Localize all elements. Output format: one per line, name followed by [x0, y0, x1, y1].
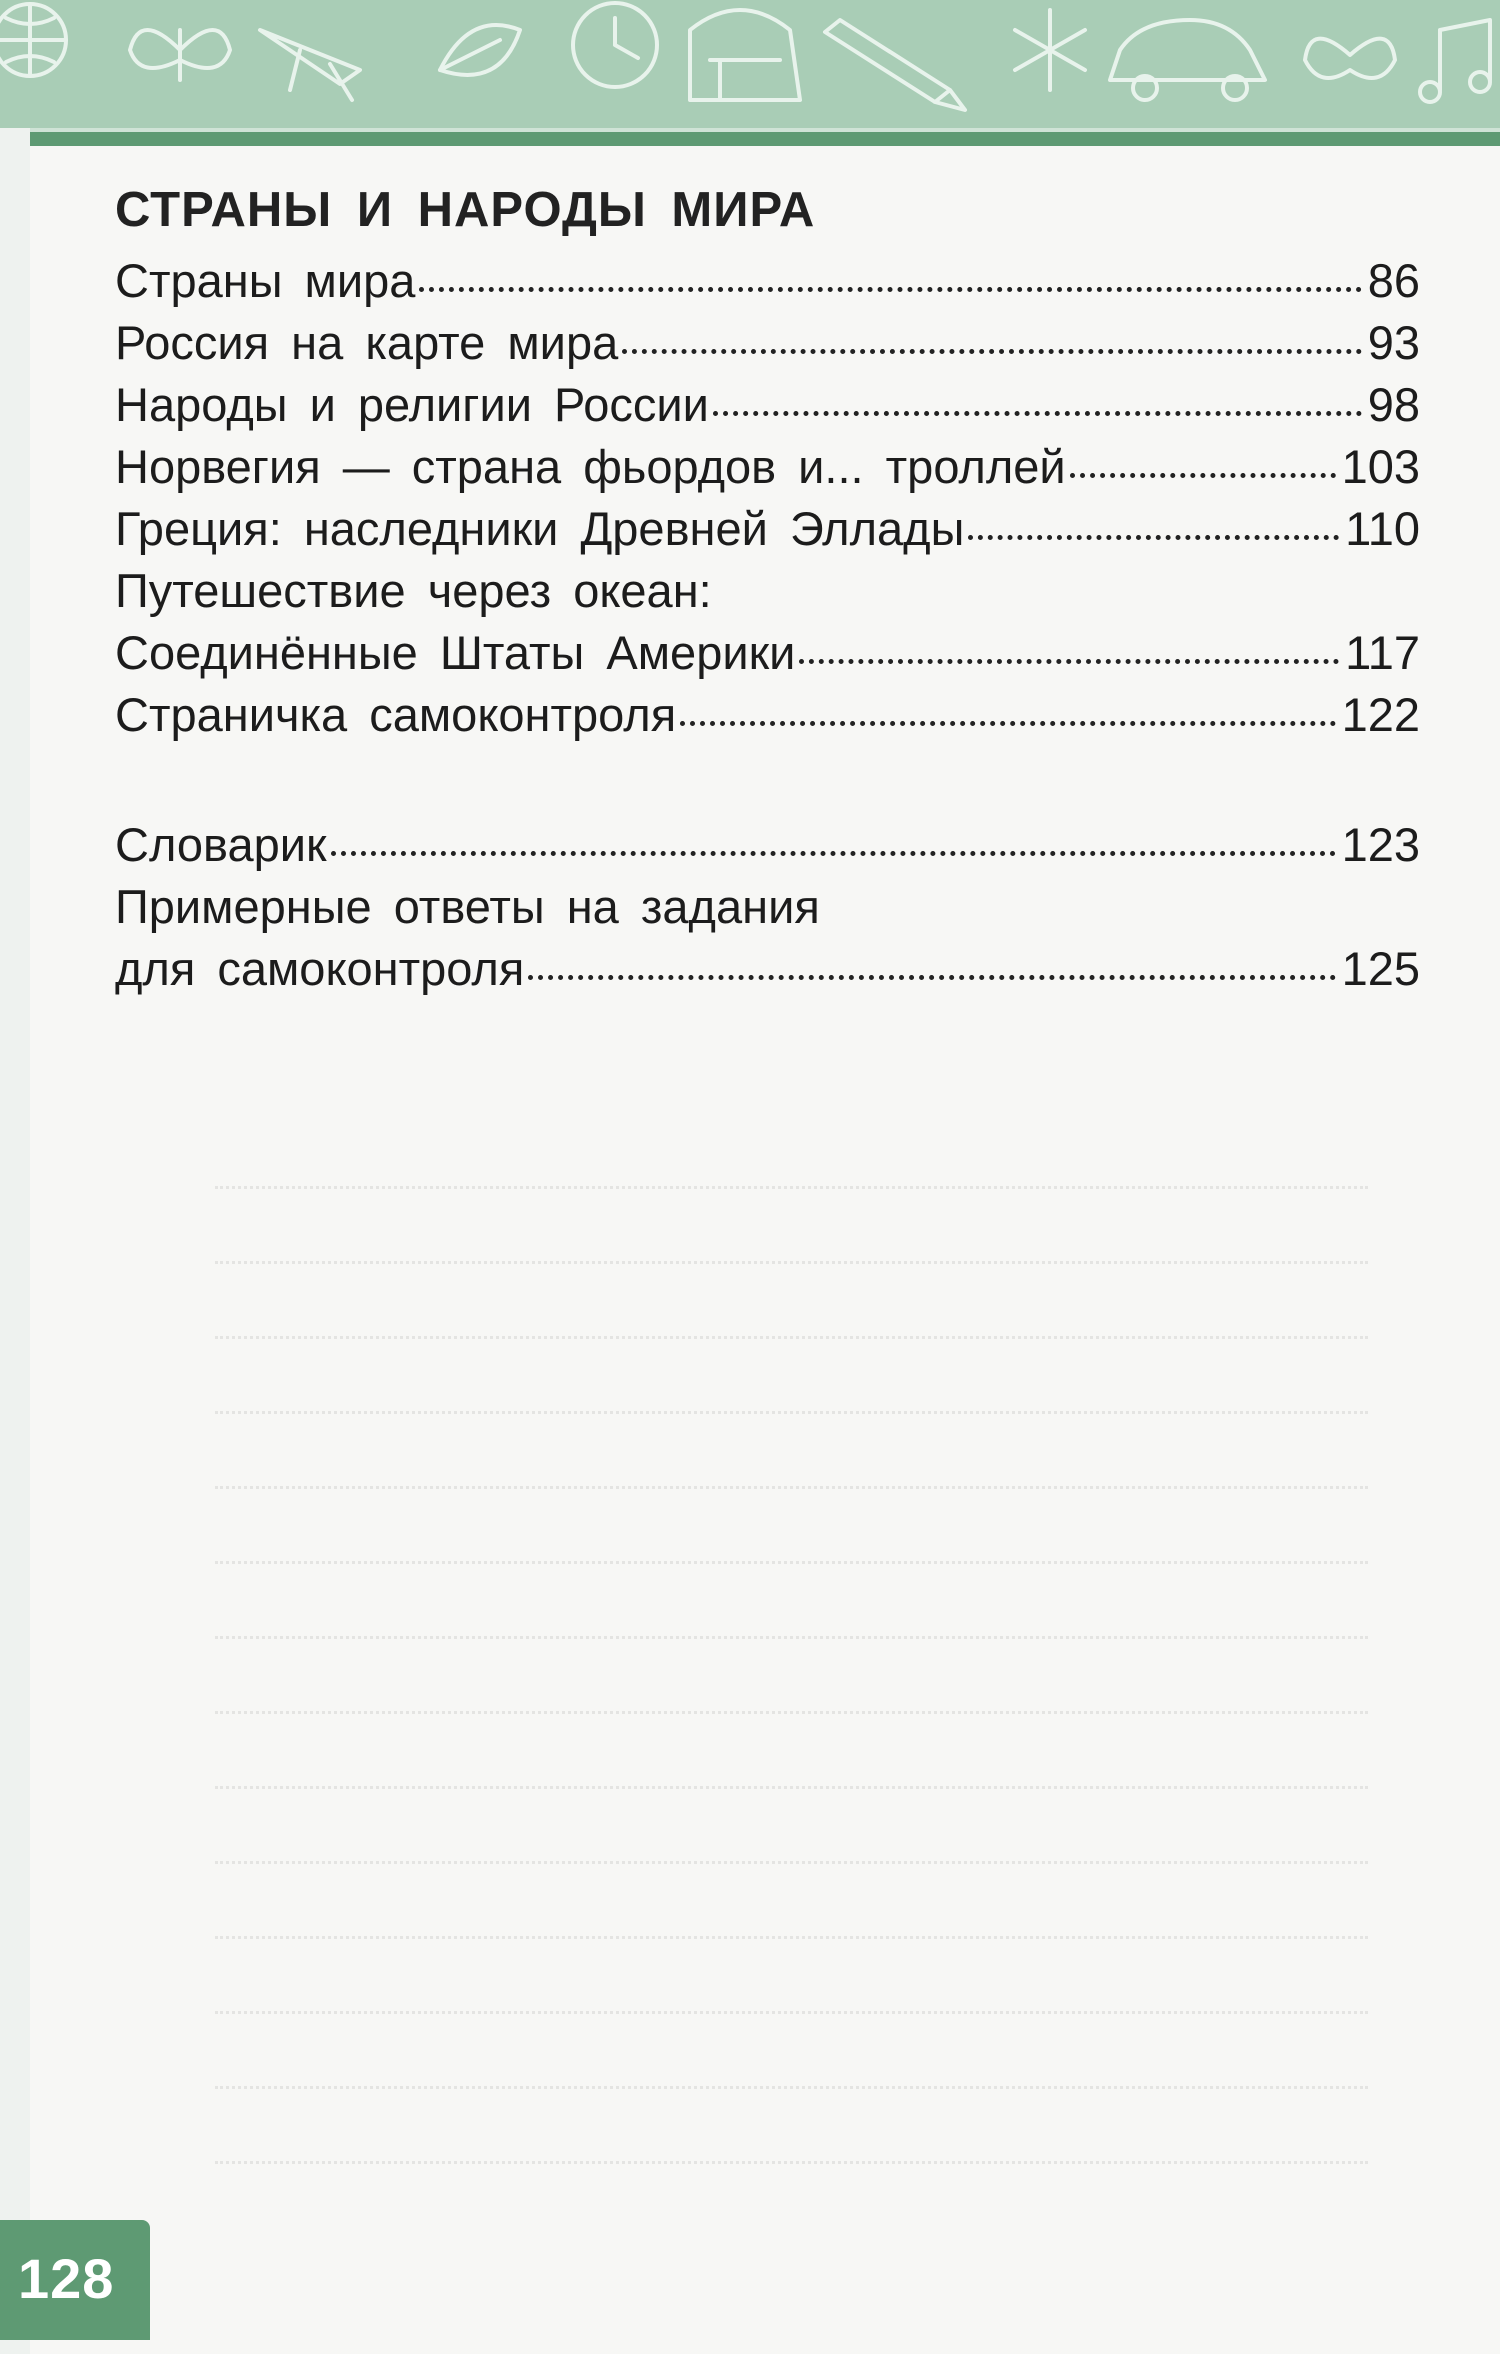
toc-entry-title: Страны мира — [115, 254, 416, 307]
toc-entry — [115, 436, 1420, 498]
clock-icon — [573, 3, 657, 87]
toc-entry — [115, 814, 1420, 876]
leader-dots — [622, 349, 1361, 354]
header-decorative-band — [0, 0, 1500, 128]
page-margin-strip — [0, 128, 30, 2354]
leader-dots — [1070, 473, 1336, 478]
toc-entry-title: Словарик — [115, 818, 327, 871]
toc-entry-title: Страничка самоконтроля — [115, 688, 677, 741]
toc-entry-title: Норвегия — страна фьордов и... троллей — [115, 440, 1066, 493]
toc-entry-page: 98 — [1367, 378, 1420, 431]
toc-entry — [115, 498, 1420, 560]
leader-dots — [799, 659, 1339, 664]
toc-entry-page: 123 — [1341, 818, 1420, 871]
toc-entry-page: 125 — [1341, 942, 1420, 995]
leader-dots — [419, 287, 1361, 292]
butterfly-icon — [1305, 39, 1395, 78]
toc-entry-page: 93 — [1367, 316, 1420, 369]
toc-entry — [115, 250, 1420, 312]
leader-dots — [713, 411, 1362, 416]
page-number-badge — [0, 2220, 150, 2340]
leader-dots — [680, 721, 1335, 726]
toc-entry-continued — [115, 876, 1420, 938]
toc-entry — [115, 622, 1420, 684]
pencil-icon — [825, 20, 965, 110]
toc-entry-page: 110 — [1345, 502, 1420, 555]
snowflake-icon — [1015, 10, 1085, 90]
toc-entry-title: Соединённые Штаты Америки — [115, 626, 796, 679]
toc-entry — [115, 938, 1420, 1000]
globe-icon — [0, 4, 66, 76]
toc-entry-title: Греция: наследники Древней Эллады — [115, 502, 965, 555]
header-rule — [30, 132, 1500, 146]
table-of-contents — [115, 170, 1420, 1000]
section-title: СТРАНЫ И НАРОДЫ МИРА — [115, 183, 816, 237]
toc-entry-page: 86 — [1367, 254, 1420, 307]
section-gap — [115, 746, 1420, 814]
backpack-icon — [690, 10, 800, 100]
page-number: 128 — [18, 2247, 115, 2310]
car-icon — [1110, 20, 1265, 100]
leader-dots — [528, 975, 1335, 980]
toc-entry — [115, 374, 1420, 436]
leaf-icon — [440, 25, 520, 75]
toc-entry — [115, 684, 1420, 746]
toc-entry-title: Народы и религии России — [115, 378, 709, 431]
toc-entry — [115, 312, 1420, 374]
toc-entry-title: Примерные ответы на задания — [115, 880, 820, 933]
toc-entry-page: 122 — [1341, 688, 1420, 741]
header-doodles — [0, 0, 1500, 128]
show-through-texture — [110, 1120, 1420, 2200]
rocket-icon — [260, 30, 360, 100]
butterfly-icon — [130, 30, 230, 80]
toc-entry-title: Путешествие через океан: — [115, 564, 712, 617]
toc-entry-title: Россия на карте мира — [115, 316, 619, 369]
toc-entry-title: для самоконтроля — [115, 942, 525, 995]
music-note-icon — [1420, 20, 1490, 102]
toc-entry-continued — [115, 560, 1420, 622]
toc-entry-page: 117 — [1345, 626, 1420, 679]
leader-dots — [331, 851, 1336, 856]
toc-entry-page: 103 — [1341, 440, 1420, 493]
leader-dots — [968, 535, 1339, 540]
